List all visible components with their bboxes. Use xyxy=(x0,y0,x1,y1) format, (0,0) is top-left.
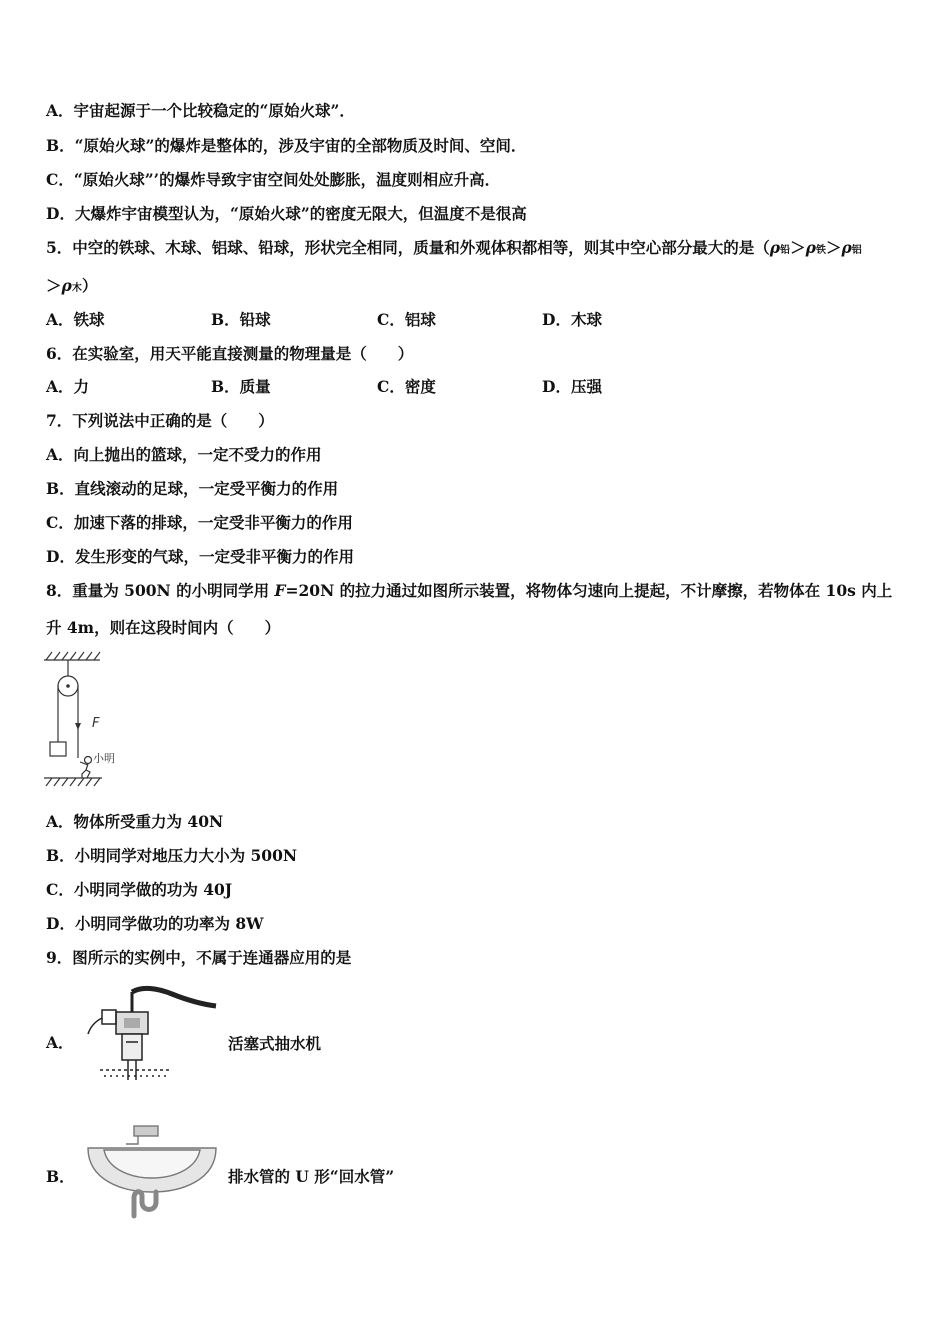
q8-stem: 8．重量为 500N 的小明同学用 F=20N 的拉力通过如图所示装置，将物体匀速向上提起，不计摩擦，若物体在 10s 内上 xyxy=(46,581,893,600)
q8-option-b: B．小明同学对地压力大小为 500N xyxy=(46,846,298,865)
piston-pump-image xyxy=(82,982,222,1082)
q6-stem: 6．在实验室，用天平能直接测量的物理量是（ ） xyxy=(46,344,414,363)
q7-option-a: A．向上抛出的篮球，一定不受力的作用 xyxy=(46,445,322,464)
q5-option-c: C．铝球 xyxy=(377,310,436,329)
pulley-figure xyxy=(40,648,120,788)
q4-option-c: C．“原始火球”’的爆炸导致宇宙空间处处膨胀，温度则相应升高． xyxy=(46,170,501,189)
q9-stem: 9．图所示的实例中，不属于连通器应用的是 xyxy=(46,948,352,967)
q6-option-d: D．压强 xyxy=(542,377,602,396)
q8-option-d: D．小明同学做功的功率为 8W xyxy=(46,914,264,933)
sink-u-trap-image xyxy=(82,1120,222,1220)
q8-option-a: A．物体所受重力为 40N xyxy=(46,812,224,831)
q7-stem: 7．下列说法中正确的是（ ） xyxy=(46,411,274,430)
q7-option-d: D．发生形变的气球，一定受非平衡力的作用 xyxy=(46,547,354,566)
q8-stem-cont: 升 4m，则在这段时间内（ ） xyxy=(46,618,281,637)
q8-option-c: C．小明同学做的功为 40J xyxy=(46,880,233,899)
q9-option-a-letter: A． xyxy=(46,1033,74,1052)
q5-stem-cont: ＞ρ木） xyxy=(46,276,98,295)
q4-option-b: B．“原始火球”的爆炸是整体的，涉及宇宙的全部物质及时间、空间． xyxy=(46,136,527,155)
q4-option-a: A．宇宙起源于一个比较稳定的“原始火球”． xyxy=(46,101,355,120)
q9-option-b-letter: B． xyxy=(46,1167,75,1186)
q4-option-d: D．大爆炸宇宙模型认为，“原始火球”的密度无限大，但温度不是很高 xyxy=(46,204,527,223)
force-label: F xyxy=(92,716,100,731)
q6-option-a: A．力 xyxy=(46,377,90,396)
q5-stem: 5．中空的铁球、木球、铝球、铅球，形状完全相同，质量和外观体积都相等，则其中空心部分最大的是（ρ铅＞ρ铁＞ρ铝 xyxy=(46,238,862,257)
person-label: 小明 xyxy=(93,752,115,765)
q7-option-c: C．加速下落的排球，一定受非平衡力的作用 xyxy=(46,513,353,532)
q5-option-d: D．木球 xyxy=(542,310,602,329)
q9-option-b-text: 排水管的 U 形“回水管” xyxy=(228,1167,395,1186)
q6-option-b: B．质量 xyxy=(211,377,271,396)
q9-option-a-text: 活塞式抽水机 xyxy=(228,1034,322,1053)
q6-option-c: C．密度 xyxy=(377,377,436,396)
q5-option-b: B．铅球 xyxy=(211,310,271,329)
q5-option-a: A．铁球 xyxy=(46,310,105,329)
q7-option-b: B．直线滚动的足球，一定受平衡力的作用 xyxy=(46,479,339,498)
